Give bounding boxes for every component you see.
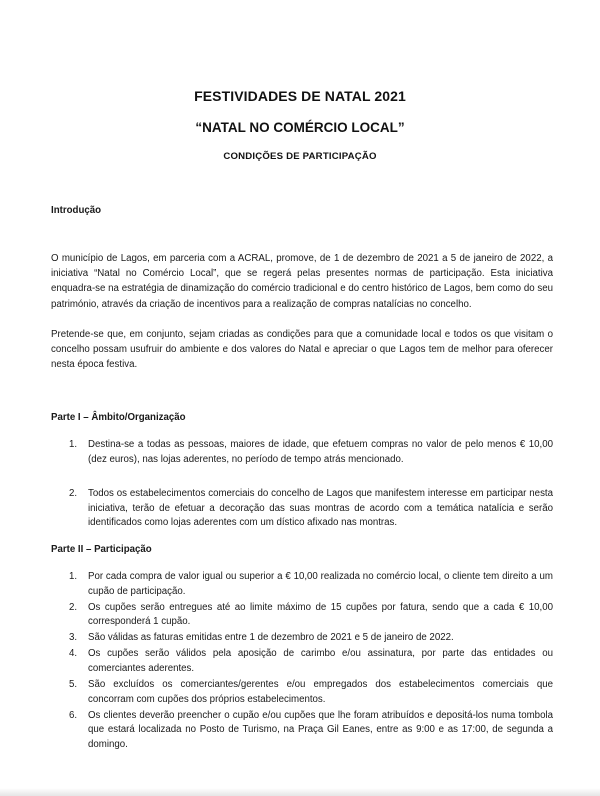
intro-paragraph-2: Pretende-se que, em conjunto, sejam criadas as condições para que a comunidade local e todos os que visitam o concelho possam usufruir do ambiente e dos valores do Natal e apreciar o que Lagos tem de melhor para oferecer nesta época festiva. — [51, 329, 553, 371]
list-item-text: Os cupões serão entregues até ao limite máximo de 15 cupões por fatura, sendo que a cada € 10,00 corresponderá 1 cupão. — [88, 601, 553, 628]
list-item-number: 3. — [69, 632, 78, 644]
list-item — [51, 709, 553, 753]
list-item — [51, 678, 553, 707]
list-item-text: São excluídos os comerciantes/gerentes e/ou empregados dos estabelecimentos comerciais que concorram com cupões dos próprios estabelecimentos. — [88, 679, 553, 705]
list-item-text: Todos os estabelecimentos comerciais do concelho de Lagos que manifestem interesse em participar nesta iniciativa, terão de efetuar a decoração das suas montras de acordo com a temática natalícia e serão identificados como lojas aderentes com um dístico afixado nas montras. — [88, 488, 553, 529]
list-item-text: Os cupões serão válidos pela aposição de carimbo e/ou assinatura, por parte das entidades ou comerciantes aderentes. — [88, 648, 553, 675]
part1-list — [51, 438, 553, 467]
part2-heading: Parte II – Participação — [51, 544, 152, 555]
list-item-text: Os clientes deverão preencher o cupão e/ou cupões que lhe foram atribuídos e depositá-los numa tombola que estará localizada no Posto de Turismo, na Praça Gil Eanes, entre as 9:00 e as 17:00, de segunda a domingo. — [88, 709, 553, 751]
part1-heading: Parte I – Âmbito/Organização — [51, 412, 186, 423]
document-title: FESTIVIDADES DE NATAL 2021 — [194, 88, 406, 104]
list-item — [51, 601, 553, 630]
part2-list — [51, 570, 553, 753]
list-item-text: São válidas as faturas emitidas entre 1 de dezembro de 2021 e 5 de janeiro de 2022. — [88, 632, 454, 644]
page-edge-shadow — [0, 788, 600, 796]
list-item-number: 1. — [69, 571, 78, 582]
list-item — [51, 487, 553, 531]
document-subtitle: “NATAL NO COMÉRCIO LOCAL” — [195, 120, 405, 135]
list-item-number: 2. — [69, 488, 78, 499]
list-item — [51, 647, 553, 676]
list-item — [51, 438, 553, 467]
intro-heading: Introdução — [51, 205, 102, 216]
list-item-text: Por cada compra de valor igual ou superior a € 10,00 realizada no comércio local, o cliente tem direito a um cupão de participação. — [88, 571, 553, 597]
intro-paragraph-1: O município de Lagos, em parceria com a ACRAL, promove, de 1 de dezembro de 2021 a 5 de janeiro de 2022, a iniciativa “Natal no Comércio Local”, que se regerá pelas presentes normas de participação. Esta iniciativa enquadra-se na estratégia de dinamização do comércio tradicional e do centro histórico de Lagos, bem como do seu património, através da criação de incentivos para a realização de compras natalícias no concelho. — [51, 253, 553, 310]
list-item — [51, 631, 553, 646]
document-subheading: CONDIÇÕES DE PARTICIPAÇÃO — [223, 151, 377, 162]
list-item-text: Destina-se a todas as pessoas, maiores de idade, que efetuem compras no valor de pelo menos € 10,00 (dez euros), nas lojas aderentes, no período de tempo atrás mencionado. — [88, 439, 553, 465]
list-item — [51, 570, 553, 599]
list-item-number: 5. — [69, 679, 78, 691]
part1-list-cont — [51, 487, 553, 531]
list-item-number: 4. — [69, 648, 78, 660]
list-item-number: 6. — [69, 709, 78, 721]
list-item-number: 2. — [69, 601, 78, 613]
list-item-number: 1. — [69, 439, 78, 450]
